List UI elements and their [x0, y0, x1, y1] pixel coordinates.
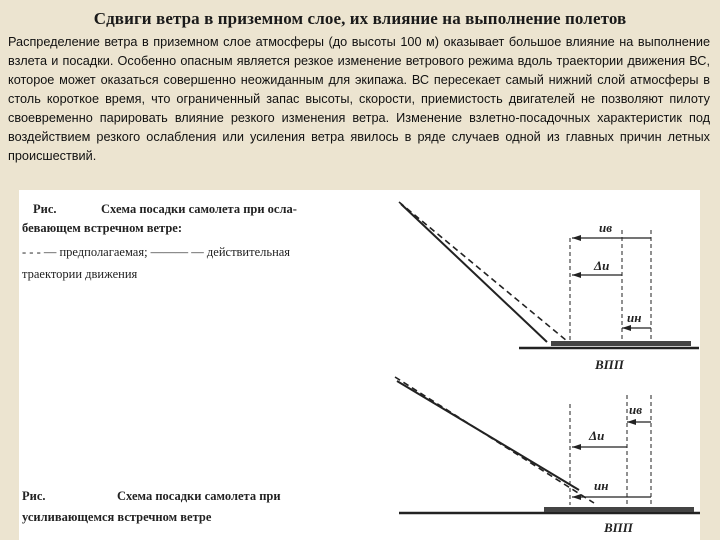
top-caption-line1: Схема посадки самолета при осла-	[101, 202, 297, 216]
top-caption-line2: бевающем встречном ветре:	[22, 221, 183, 235]
bottom-label-un: uн	[594, 478, 609, 493]
bottom-actual-trajectory	[397, 381, 579, 490]
bottom-label-du: Δu	[589, 428, 605, 443]
top-dashed-trajectory	[399, 202, 567, 341]
bottom-runway-strip	[544, 507, 694, 512]
figure-scan	[19, 190, 700, 540]
top-legend-line2: траектории движения	[22, 267, 138, 281]
top-caption-label: Рис.	[33, 202, 57, 216]
top-label-un: uн	[627, 310, 642, 325]
bottom-caption-line1: Схема посадки самолета при	[117, 489, 281, 503]
bottom-label-vpp: ВПП	[604, 520, 633, 535]
top-label-vpp: ВПП	[595, 357, 624, 372]
bottom-label-ub: uв	[629, 402, 643, 417]
top-label-du: Δu	[594, 258, 610, 273]
top-actual-trajectory	[401, 204, 547, 342]
top-label-ub: uв	[599, 220, 613, 235]
body-paragraph: Распределение ветра в приземном слое атмосферы (до высоты 100 м) оказывает большое влияние на выполнение взлета и посадки. Особенно опасным является резкое изменение ветрового режима вдоль траектории движения ВС, которое может оказаться совершенно неожиданным для экипажа. ВС пересекает самый нижний слой атмосферы в столь короткое время, что ограниченный запас высоты, скорости, приемистость двигателей не позволяют пилоту своевременно парировать влияние резкого изменения ветра. Изменение взлетно-посадочных характеристик под воздействием резкого ослабления или усиления ветра явилось в ряде случаев одной из главных причин летных происшествий.	[8, 35, 710, 163]
slide-title: Сдвиги ветра в приземном слое, их влияние на выполнение полетов	[93, 9, 627, 28]
bottom-caption-line2: усиливающемся встречном ветре	[22, 510, 212, 524]
bottom-caption-label: Рис.	[22, 489, 46, 503]
top-legend-line1: - - - — предполагаемая; ——— — действительная	[22, 245, 291, 259]
top-runway-strip	[551, 341, 691, 346]
